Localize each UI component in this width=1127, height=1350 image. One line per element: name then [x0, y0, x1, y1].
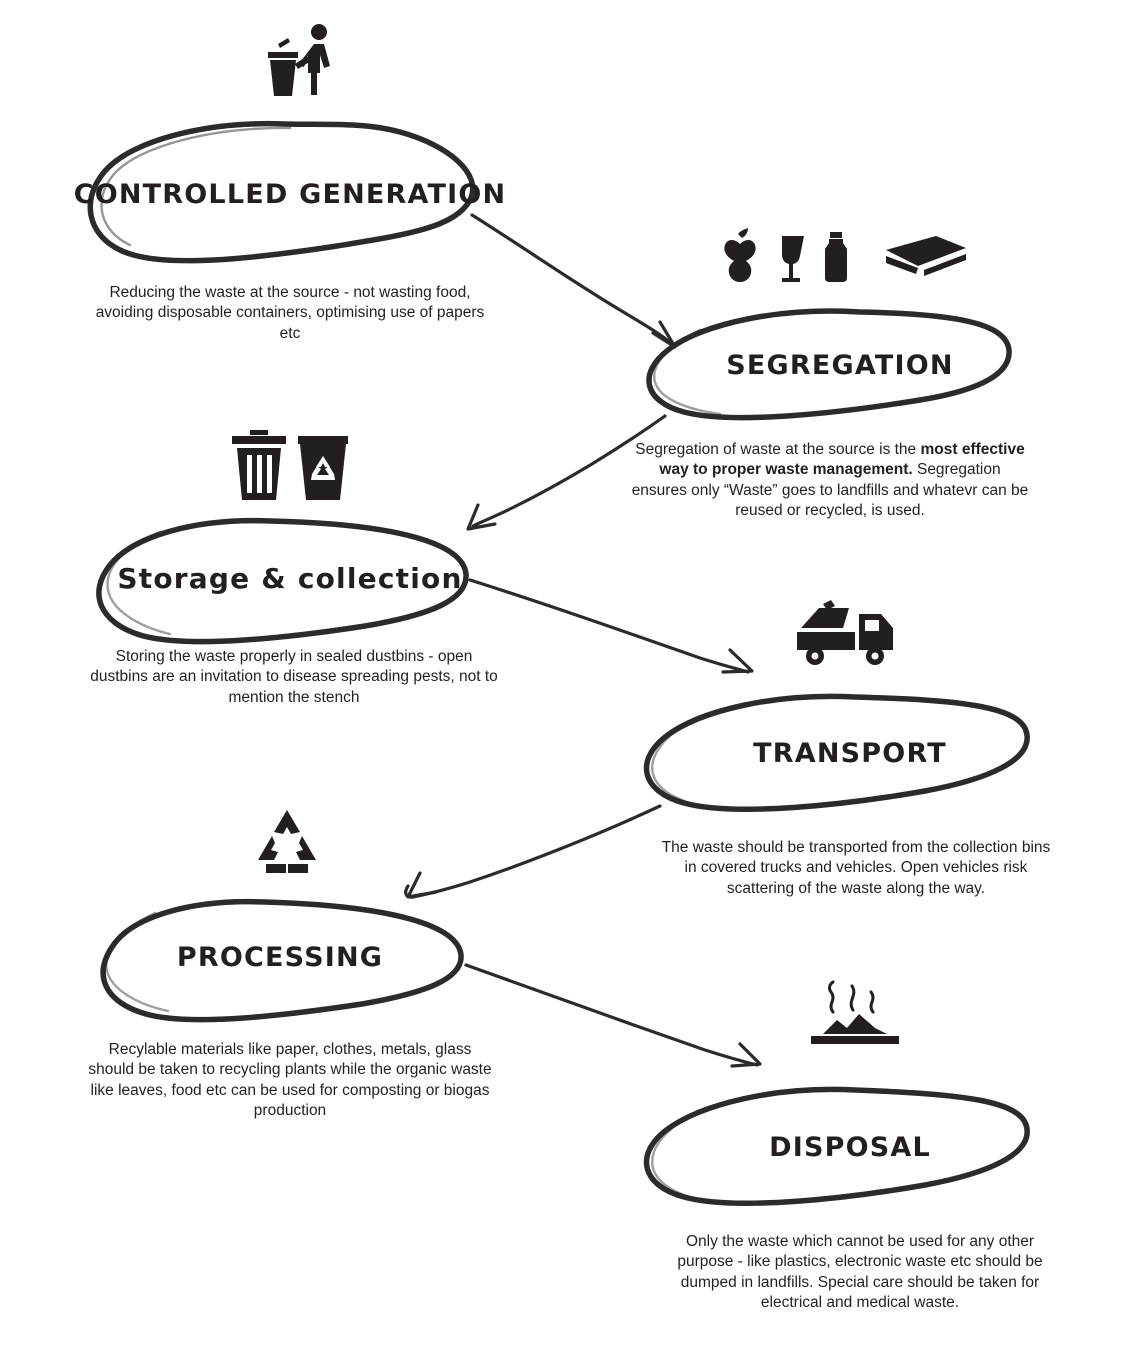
arrow-head-1 — [653, 322, 675, 347]
caption-storage-collection: Storing the waste properly in sealed dustbins - open dustbins are an invitation to disease spreading pests, not to mention the stench — [90, 648, 498, 706]
node-processing[interactable] — [115, 932, 445, 982]
person-throwing-trash-icon — [262, 22, 352, 112]
node-label-disposal: DISPOSAL — [769, 1131, 931, 1163]
node-transport[interactable] — [700, 728, 1000, 778]
node-label-segregation: SEGREGATION — [726, 349, 954, 381]
arrow-generation-to-segregation — [472, 215, 672, 344]
caption-disposal: Only the waste which cannot be used for any other purpose - like plastics, electronic waste etc should be dumped in landfills. Special care should be taken for electrical and medical waste. — [677, 1233, 1043, 1312]
node-disposal[interactable] — [700, 1122, 1000, 1172]
arrow-processing-to-disposal — [466, 965, 757, 1065]
node-storage-collection[interactable] — [117, 554, 463, 604]
arrow-head-2 — [468, 505, 495, 529]
recycling-symbol-icon — [250, 808, 324, 874]
node-segregation[interactable] — [690, 340, 990, 390]
caption-segregation — [630, 440, 1030, 522]
caption-segregation-part1: Segregation of waste at the source is the — [635, 441, 921, 458]
caption-segregation-part2: Segregation ensures only “Waste” goes to landfills and whatevr can be reused or recycled, is used. — [631, 461, 1029, 520]
caption-segregation-bold: most effective way to proper waste management. — [659, 441, 1025, 479]
arrow-transport-to-processing — [406, 806, 660, 897]
garbage-truck-icon — [795, 600, 905, 666]
landfill-smoke-icon — [805, 980, 905, 1050]
node-label-storage-collection: Storage & collection — [117, 562, 463, 595]
node-label-processing: PROCESSING — [176, 941, 384, 973]
arrow-storage-to-transport — [470, 580, 748, 672]
caption-processing: Recylable materials like paper, clothes, metals, glass should be taken to recycling plants while the organic waste like leaves, food etc can be used for composting or biogas production — [88, 1041, 492, 1120]
arrow-head-4 — [408, 873, 436, 897]
dustbin-and-recycling-bin-icon — [228, 430, 350, 502]
node-label-transport: TRANSPORT — [753, 737, 947, 769]
waste-types-icon — [718, 228, 968, 288]
arrow-head-3 — [723, 650, 752, 672]
caption-controlled-generation: Reducing the waste at the source - not wasting food, avoiding disposable containers, optimising use of papers etc — [95, 284, 485, 342]
caption-transport: The waste should be transported from the collection bins in covered trucks and vehicles. Open vehicles risk scattering of the waste along the way. — [661, 839, 1051, 897]
node-label-controlled-generation: CONTROLLED GENERATION — [73, 178, 507, 210]
node-controlled-generation[interactable] — [73, 168, 507, 220]
arrow-head-5 — [732, 1044, 760, 1066]
